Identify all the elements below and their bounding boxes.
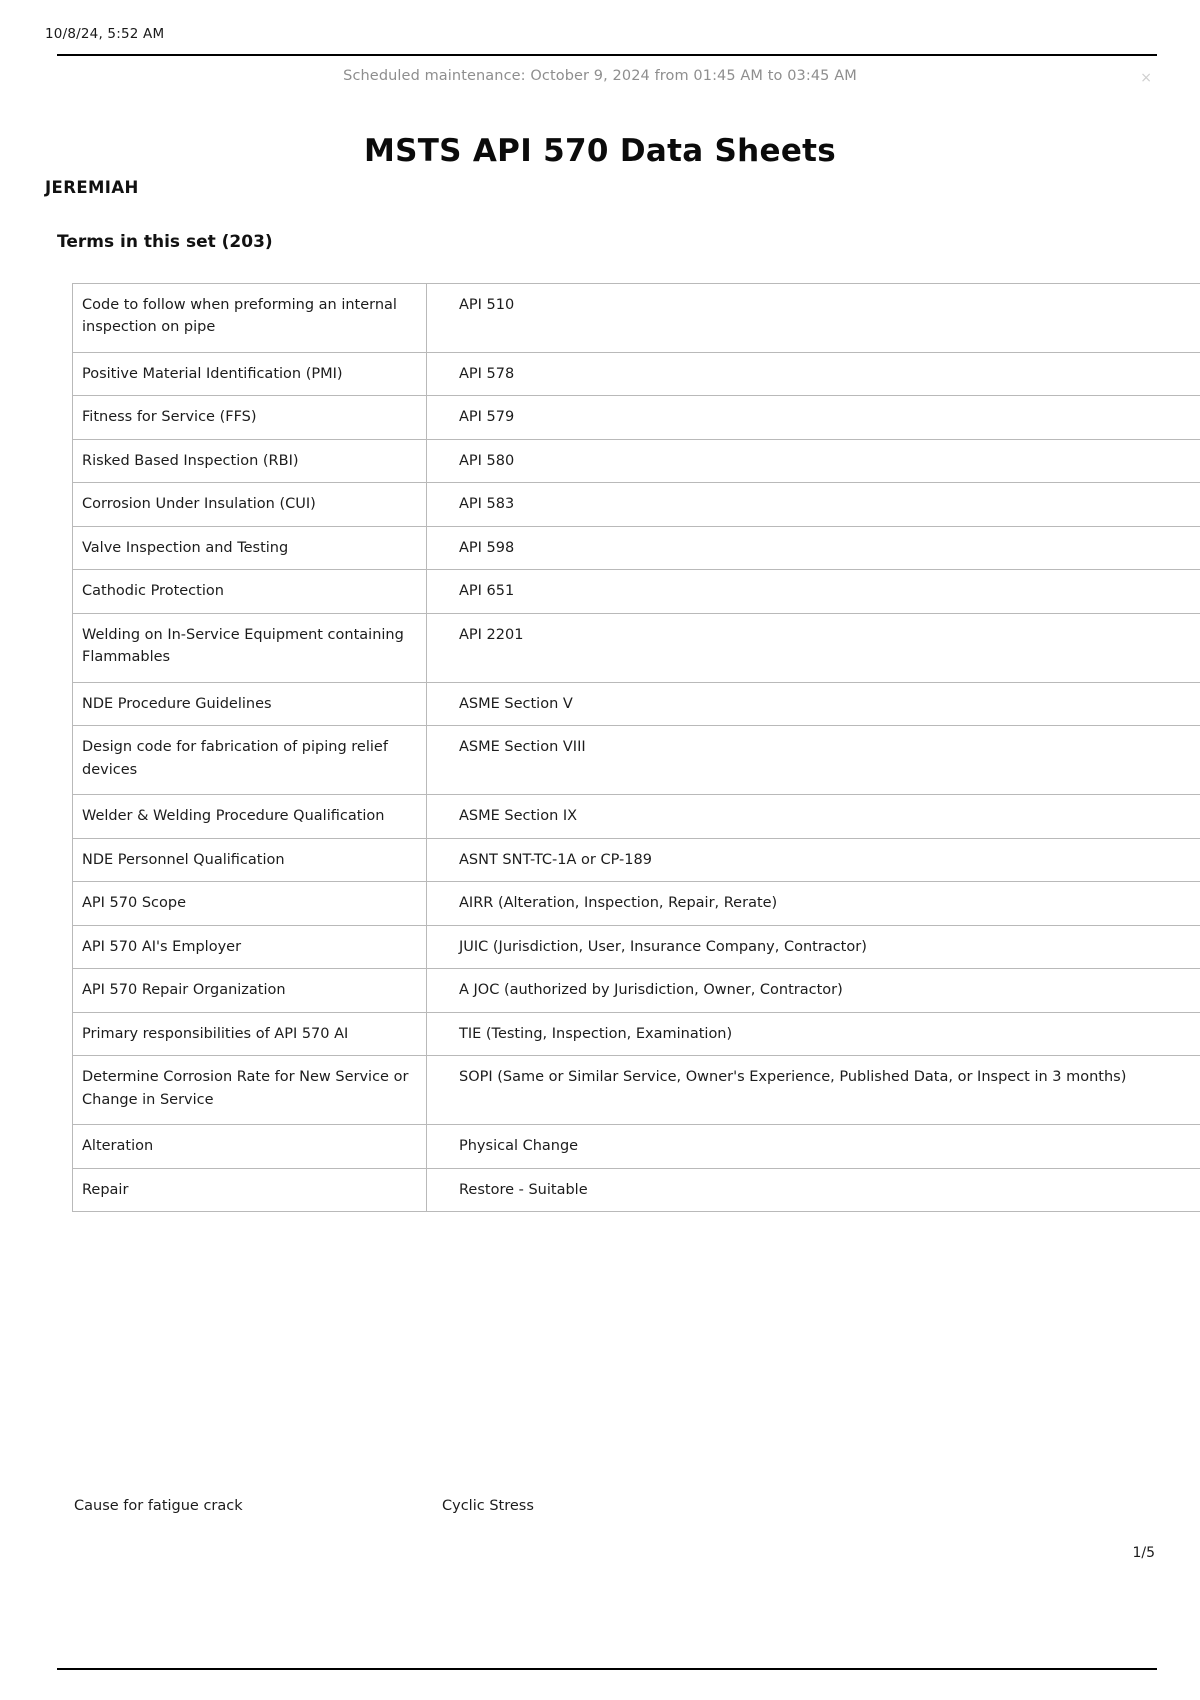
definition-cell: Physical Change — [427, 1125, 1200, 1168]
definition-cell: API 578 — [427, 353, 1200, 396]
term-cell: Positive Material Identification (PMI) — [73, 353, 427, 396]
term-cell: API 570 Repair Organization — [73, 969, 427, 1012]
table-row — [73, 1012, 1200, 1055]
terms-table — [72, 283, 1200, 1212]
table-row — [73, 726, 1200, 795]
table-row — [73, 882, 1200, 925]
close-icon[interactable]: × — [1140, 70, 1152, 86]
table-row — [73, 1168, 1200, 1211]
table-row — [73, 284, 1200, 353]
definition-cell: TIE (Testing, Inspection, Examination) — [427, 1012, 1200, 1055]
definition-cell: SOPI (Same or Similar Service, Owner's Experience, Published Data, or Inspect in 3 months) — [427, 1056, 1200, 1125]
term-cell: API 570 Scope — [73, 882, 427, 925]
definition-cell: Cyclic Stress — [442, 1498, 534, 1514]
definition-cell: API 510 — [427, 284, 1200, 353]
definition-cell: API 651 — [427, 570, 1200, 613]
table-row — [73, 838, 1200, 881]
header-divider — [57, 54, 1157, 56]
definition-cell: JUIC (Jurisdiction, User, Insurance Company, Contractor) — [427, 925, 1200, 968]
print-timestamp: 10/8/24, 5:52 AM — [45, 26, 165, 42]
definition-cell: A JOC (authorized by Jurisdiction, Owner, Contractor) — [427, 969, 1200, 1012]
term-cell: NDE Procedure Guidelines — [73, 682, 427, 725]
definition-cell: API 583 — [427, 483, 1200, 526]
page-number: 1/5 — [1132, 1545, 1155, 1561]
term-cell: Code to follow when preforming an internal inspection on pipe — [73, 284, 427, 353]
maintenance-banner-text: Scheduled maintenance: October 9, 2024 from 01:45 AM to 03:45 AM — [343, 68, 857, 84]
table-row — [73, 925, 1200, 968]
term-cell: API 570 AI's Employer — [73, 925, 427, 968]
terms-table-body — [73, 284, 1200, 1212]
term-cell: NDE Personnel Qualification — [73, 838, 427, 881]
term-cell: Valve Inspection and Testing — [73, 526, 427, 569]
term-cell: Corrosion Under Insulation (CUI) — [73, 483, 427, 526]
table-row — [73, 526, 1200, 569]
table-row — [73, 1056, 1200, 1125]
definition-cell: ASNT SNT-TC-1A or CP-189 — [427, 838, 1200, 881]
page-title: MSTS API 570 Data Sheets — [363, 133, 837, 169]
table-row — [73, 1125, 1200, 1168]
table-row — [73, 682, 1200, 725]
table-row — [73, 483, 1200, 526]
term-cell: Risked Based Inspection (RBI) — [73, 439, 427, 482]
table-row — [73, 570, 1200, 613]
definition-cell: ASME Section VIII — [427, 726, 1200, 795]
definition-cell: API 2201 — [427, 613, 1200, 682]
term-cell: Design code for fabrication of piping relief devices — [73, 726, 427, 795]
term-cell: Determine Corrosion Rate for New Service or Change in Service — [73, 1056, 427, 1125]
definition-cell: API 598 — [427, 526, 1200, 569]
table-row — [73, 396, 1200, 439]
table-row — [73, 795, 1200, 838]
definition-cell: ASME Section V — [427, 682, 1200, 725]
term-cell: Repair — [73, 1168, 427, 1211]
terms-heading: Terms in this set (203) — [57, 232, 273, 252]
table-row — [73, 353, 1200, 396]
term-cell: Cathodic Protection — [73, 570, 427, 613]
table-row — [73, 969, 1200, 1012]
term-cell: Primary responsibilities of API 570 AI — [73, 1012, 427, 1055]
term-cell: Cause for fatigue crack — [74, 1498, 243, 1514]
definition-cell: ASME Section IX — [427, 795, 1200, 838]
definition-cell: API 579 — [427, 396, 1200, 439]
term-cell: Alteration — [73, 1125, 427, 1168]
definition-cell: API 580 — [427, 439, 1200, 482]
term-cell: Fitness for Service (FFS) — [73, 396, 427, 439]
table-row — [73, 613, 1200, 682]
table-row — [73, 439, 1200, 482]
username-label: JEREMIAH — [45, 178, 139, 197]
definition-cell: Restore - Suitable — [427, 1168, 1200, 1211]
footer-divider — [57, 1668, 1157, 1670]
term-cell: Welder & Welding Procedure Qualification — [73, 795, 427, 838]
definition-cell: AIRR (Alteration, Inspection, Repair, Rerate) — [427, 882, 1200, 925]
term-cell: Welding on In-Service Equipment containing Flammables — [73, 613, 427, 682]
